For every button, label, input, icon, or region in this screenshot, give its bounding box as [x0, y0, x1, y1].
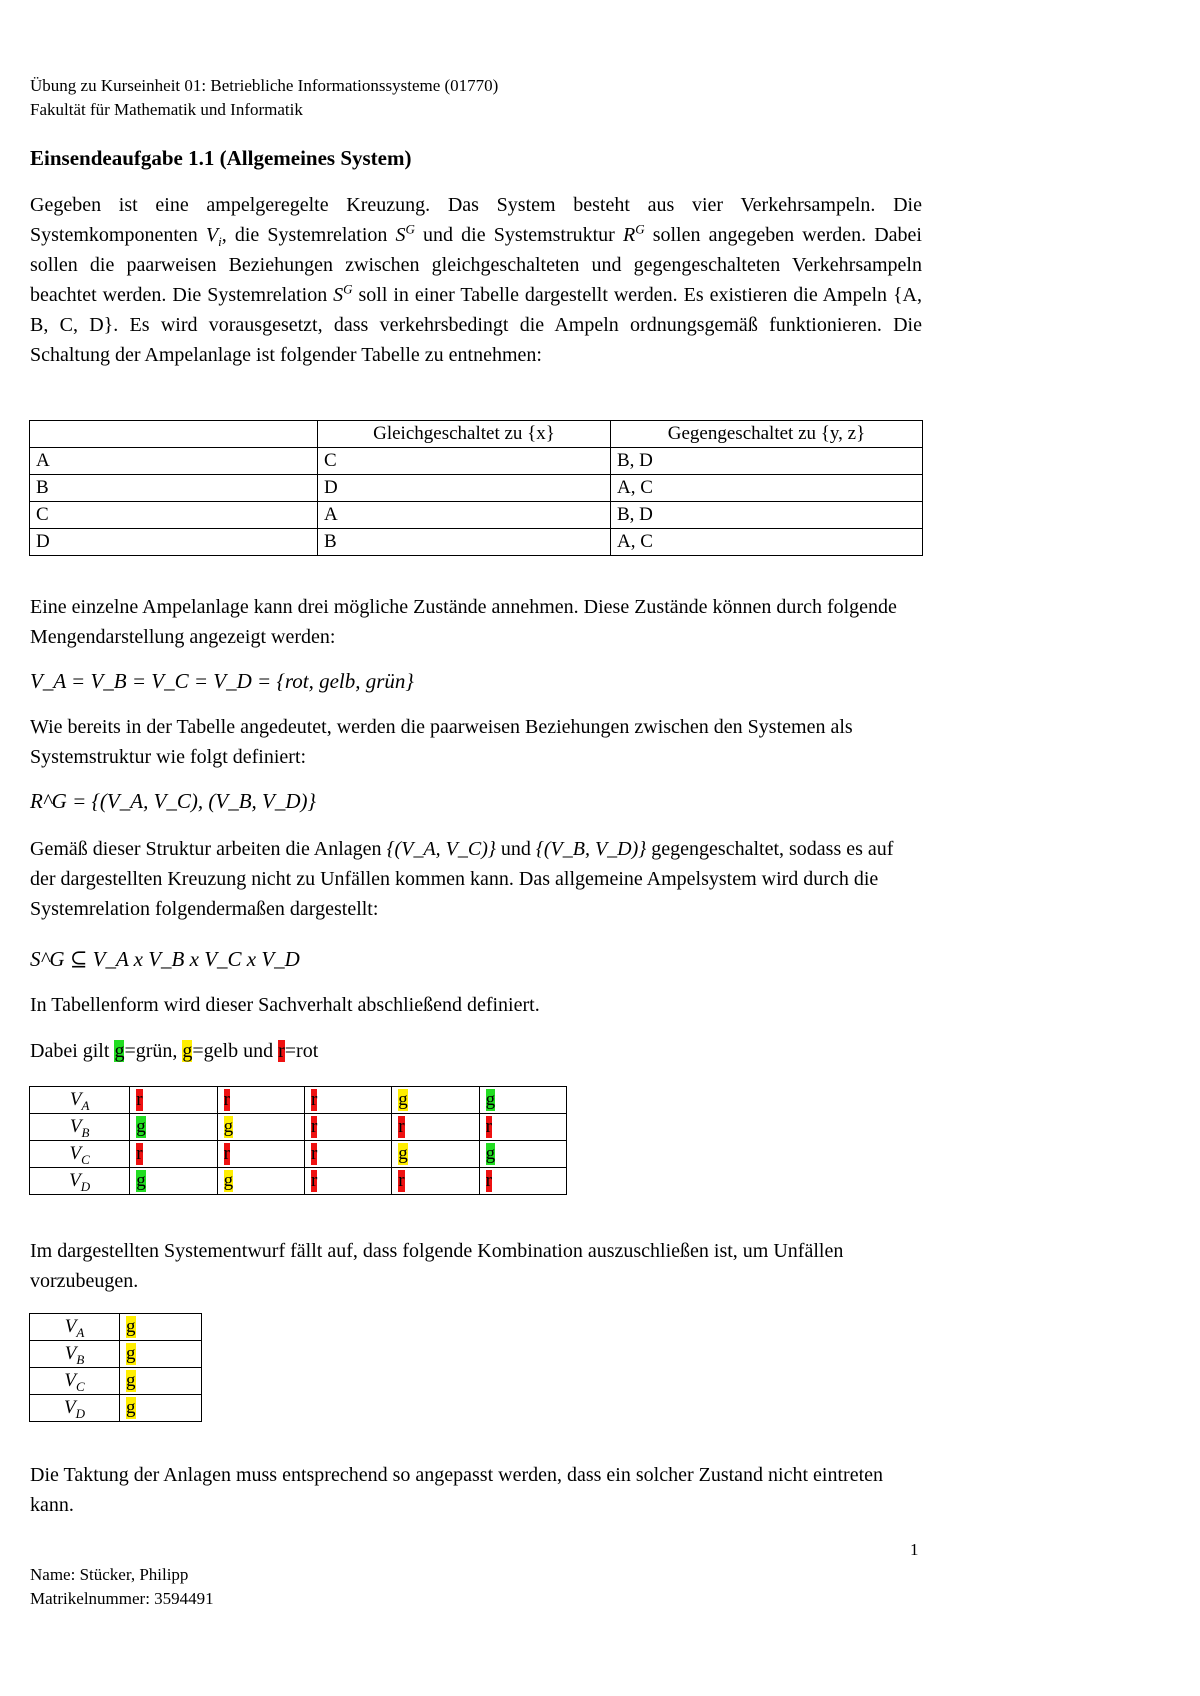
header-faculty: Fakultät für Mathematik und Informatik — [30, 100, 303, 119]
intro-paragraph — [30, 190, 922, 370]
table-cell: C — [30, 502, 318, 529]
row-label: $V_D$ — [30, 1395, 120, 1422]
page-header — [30, 74, 498, 122]
state-cell — [392, 1114, 479, 1141]
header-cell: Gegengeschaltet zu {y, z} — [611, 421, 923, 448]
table-row — [30, 448, 923, 475]
state-cell — [305, 1141, 392, 1168]
row-label: $V_B$ — [30, 1114, 130, 1141]
state-mark: g — [398, 1089, 408, 1110]
state-cell — [130, 1168, 217, 1195]
state-mark: r — [485, 1170, 492, 1191]
gemaess-text-3: gegengeschaltet, sodass es auf der dargestellten Kreuzung nicht zu Unfällen kommen kann. Das allgemeine Ampelsystem wird durch die Systemrelation folgendermaßen dargestellt: — [30, 838, 894, 920]
table-row — [30, 1087, 567, 1114]
rg-symbol: $R^G$ — [622, 221, 645, 246]
intro-text-5: soll in einer Tabelle dargestellt werden. Es existieren die Ampeln {A, B, C, D}. Es wird vorausgesetzt, dass verkehrsbedingt die Ampeln ordnungsgemäß funktionieren. Die Schaltung der Ampelanlage ist folgender Tabelle zu entnehmen: — [30, 284, 922, 366]
state-mark: r — [398, 1116, 405, 1137]
footer-name: Name: Stücker, Philipp — [30, 1565, 189, 1584]
gemaess-paragraph — [30, 834, 922, 924]
page-footer — [30, 1563, 214, 1611]
table-cell: B — [318, 529, 611, 556]
sg-symbol: $S^G$ — [395, 221, 415, 246]
state-mark: g — [485, 1089, 496, 1110]
state-cell — [130, 1114, 217, 1141]
state-cell — [217, 1114, 304, 1141]
state-cell — [120, 1314, 202, 1341]
legend-line: Dabei gilt g=grün, g=gelb und r=rot — [30, 1040, 319, 1062]
state-cell — [120, 1395, 202, 1422]
footer-matrikel: Matrikelnummer: 3594491 — [30, 1589, 214, 1608]
state-mark: g — [126, 1343, 136, 1364]
formula-sg: S^G ⊆ V_A x V_B x V_C x V_D — [30, 947, 300, 971]
state-cell — [120, 1341, 202, 1368]
page-number: 1 — [910, 1540, 919, 1559]
state-mark: r — [136, 1143, 143, 1164]
page-title: Einsendeaufgabe 1.1 (Allgemeines System) — [30, 146, 412, 170]
state-cell — [120, 1368, 202, 1395]
table-row — [30, 1168, 567, 1195]
state-cell — [130, 1141, 217, 1168]
state-cell — [392, 1141, 479, 1168]
table-cell: B — [30, 475, 318, 502]
intro-text-3: und die Systemstruktur — [414, 224, 623, 246]
header-cell — [30, 421, 318, 448]
state-mark: r — [485, 1116, 492, 1137]
table-row — [30, 529, 923, 556]
exclude-table — [29, 1313, 202, 1422]
state-cell — [392, 1087, 479, 1114]
table-cell: A — [30, 448, 318, 475]
pair-ac: {(V_A, V_C)} — [386, 838, 496, 860]
state-table — [29, 1086, 567, 1195]
state-mark: g — [126, 1370, 136, 1391]
table-cell: D — [318, 475, 611, 502]
legend-yellow-mark: g — [182, 1040, 193, 1062]
legend-red-mark: r — [278, 1040, 285, 1062]
state-mark: g — [136, 1116, 146, 1137]
table-row — [30, 1368, 202, 1395]
state-mark: r — [311, 1116, 318, 1137]
exclude-paragraph: Im dargestellten Systementwurf fällt auf, dass folgende Kombination auszuschließen ist, um Unfällen vorzubeugen. — [30, 1240, 844, 1292]
state-mark: g — [398, 1143, 408, 1164]
state-cell — [217, 1168, 304, 1195]
structure-paragraph: Wie bereits in der Tabelle angedeutet, werden die paarweisen Beziehungen zwischen den Systemen als Systemstruktur wie folgt definiert: — [30, 716, 853, 768]
state-cell — [217, 1087, 304, 1114]
state-cell — [130, 1087, 217, 1114]
table-row — [30, 1141, 567, 1168]
table-row — [30, 1395, 202, 1422]
state-mark: g — [485, 1143, 496, 1164]
states-paragraph: Eine einzelne Ampelanlage kann drei mögliche Zustände annehmen. Diese Zustände können durch folgende Mengendarstellung angezeigt werden: — [30, 596, 897, 648]
state-cell — [305, 1114, 392, 1141]
intro-text-2: , die Systemrelation — [221, 224, 396, 246]
table-row — [30, 502, 923, 529]
state-cell — [392, 1168, 479, 1195]
table-cell: B, D — [611, 502, 923, 529]
state-mark: g — [126, 1316, 136, 1337]
state-mark: r — [223, 1089, 230, 1110]
state-mark: g — [126, 1397, 136, 1418]
state-mark: g — [223, 1170, 234, 1191]
row-label: $V_D$ — [30, 1168, 130, 1195]
formula-rg: R^G = {(V_A, V_C), (V_B, V_D)} — [30, 789, 316, 813]
gemaess-text-1: Gemäß dieser Struktur arbeiten die Anlagen — [30, 838, 387, 860]
state-mark: r — [136, 1089, 143, 1110]
table-row — [30, 1114, 567, 1141]
state-mark: r — [311, 1170, 318, 1191]
table-cell: B, D — [611, 448, 923, 475]
state-mark: r — [398, 1170, 405, 1191]
table-cell: C — [318, 448, 611, 475]
tabellenform-paragraph: In Tabellenform wird dieser Sachverhalt abschließend definiert. — [30, 994, 540, 1016]
row-label: $V_B$ — [30, 1341, 120, 1368]
closing-paragraph: Die Taktung der Anlagen muss entsprechend so angepasst werden, dass ein solcher Zustand nicht eintreten kann. — [30, 1464, 883, 1516]
table-cell: A, C — [611, 475, 923, 502]
state-cell — [479, 1114, 566, 1141]
state-mark: r — [311, 1089, 318, 1110]
state-mark: r — [223, 1143, 230, 1164]
sg-symbol-2: $S^G$ — [333, 281, 353, 306]
header-course: Übung zu Kurseinheit 01: Betriebliche Informationssysteme (01770) — [30, 76, 499, 95]
state-cell — [305, 1087, 392, 1114]
gemaess-text-2: und — [495, 838, 536, 860]
state-cell — [217, 1141, 304, 1168]
header-cell: Gleichgeschaltet zu {x} — [318, 421, 611, 448]
row-label: $V_A$ — [30, 1087, 130, 1114]
table-cell: A — [318, 502, 611, 529]
state-mark: g — [223, 1116, 234, 1137]
row-label: $V_C$ — [30, 1368, 120, 1395]
table-row — [30, 475, 923, 502]
table-row — [30, 1314, 202, 1341]
table-cell: D — [30, 529, 318, 556]
row-label: $V_C$ — [30, 1141, 130, 1168]
row-label: $V_A$ — [30, 1314, 120, 1341]
formula-states: V_A = V_B = V_C = V_D = {rot, gelb, grün} — [30, 669, 414, 693]
state-mark: r — [311, 1143, 318, 1164]
state-cell — [479, 1168, 566, 1195]
schaltung-table — [29, 420, 923, 556]
intro-text-1: Gegeben ist eine ampelgeregelte Kreuzung. Das System besteht aus vier Verkehrsampeln. Die Systemkomponenten — [30, 194, 922, 246]
state-mark: g — [136, 1170, 146, 1191]
legend-green-mark: g — [114, 1040, 125, 1062]
state-cell — [305, 1168, 392, 1195]
table-header-row — [30, 421, 923, 448]
state-cell — [479, 1141, 566, 1168]
table-cell: A, C — [611, 529, 923, 556]
intro-text-4: sollen angegeben werden. Dabei sollen die paarweisen Beziehungen zwischen gleichgeschalteten und gegengeschalteten Verkehrsampeln beachtet werden. Die Systemrelation — [30, 224, 922, 306]
pair-bd: {(V_B, V_D)} — [535, 838, 647, 860]
table-row — [30, 1341, 202, 1368]
vi-symbol: $V_i$ — [205, 224, 222, 249]
state-cell — [479, 1087, 566, 1114]
